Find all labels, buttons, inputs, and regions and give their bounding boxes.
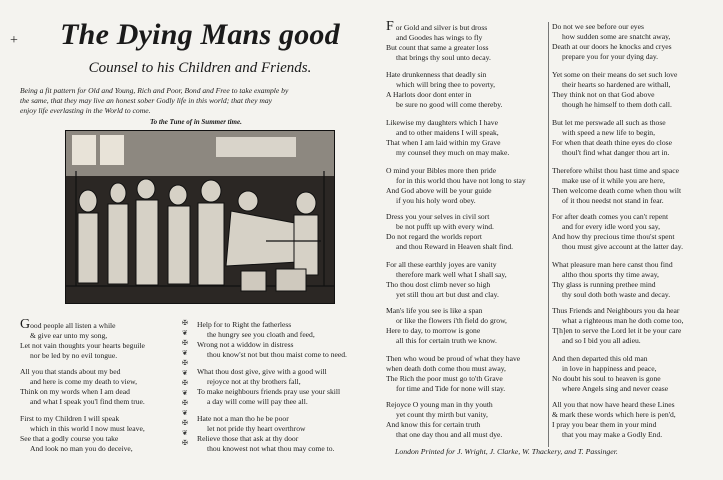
verse-r2-6 [552, 260, 673, 300]
verse-line: Do not regard the worlds report [386, 232, 482, 241]
intro-line: the same, that they may live an honest sober Godly life in this world; that they may [20, 96, 273, 105]
cross-mark: + [10, 33, 18, 48]
verse-line: their hearts so hardened are withall, [562, 80, 671, 89]
verse-line: And how thy precious time thou'st spent [552, 232, 675, 241]
verse-line: Thus Friends and Neighbours you da hear [552, 306, 680, 315]
verse-line: how sudden some are snatcht away, [562, 32, 671, 41]
verse-line: To make neighbours friends pray use your skill [197, 387, 341, 396]
verse-r2-8 [552, 354, 668, 394]
intro-paragraph [20, 86, 370, 116]
woodcut-illustration [65, 130, 335, 304]
ornament-border: ✠ ❦ ✠ ❦ ✠ ❦ ✠ ❦ ✠ ❦ ✠ ❦ ✠ [182, 319, 188, 447]
verse-line: thou know'st not but thou maist come to need. [207, 350, 347, 359]
verse-r1-5 [386, 212, 513, 252]
verse-line: T[h]en to serve the Lord let it be your care [552, 326, 682, 335]
verse-line: and so I bid you all adieu. [562, 336, 641, 345]
verse-line: for time and Tide for none will stay. [396, 384, 506, 393]
verse-line: be sure no good will come thereby. [396, 100, 503, 109]
verse-line: if you his holy word obey. [396, 196, 476, 205]
verse-line: That when I am laid within my Grave [386, 138, 501, 147]
verse-line: They think not on that God above [552, 90, 655, 99]
woodcut-scene [66, 131, 334, 303]
verse-left-2 [20, 367, 145, 407]
verse-line: What thou dost give, give with a good will [197, 367, 327, 376]
verse-r1-8 [386, 354, 520, 394]
verse-line: No doubt his soul to heaven is gone [552, 374, 661, 383]
verse-line: Yet some on their means do set such love [552, 70, 678, 79]
verse-line: First to my Children I will speak [20, 414, 120, 423]
verse-r2-2 [552, 70, 677, 110]
tune-note: To the Tune of in Summer time. [150, 118, 242, 126]
verse-line: & mark these words which here is pen'd, [552, 410, 676, 419]
verse-line: What pleasure man here canst thou find [552, 260, 673, 269]
verse-line: and what I speak you'l find them true. [30, 397, 145, 406]
verse-line: Likewise my daughters which I have [386, 118, 498, 127]
verse-line: where Angels sing and never cease [562, 384, 669, 393]
verse-line: For all these earthly joyes are vanity [386, 260, 497, 269]
verse-line: the hungry see you cloath and feed, [207, 330, 315, 339]
verse-line: yet still thou art but dust and clay. [396, 290, 499, 299]
verse-line: which will bring thee to poverty, [396, 80, 496, 89]
verse-line: The Rich the poor must go to'th Grave [386, 374, 503, 383]
verse-line: See that a godly course you take [20, 434, 119, 443]
verse-r2-7 [552, 306, 683, 346]
verse-line: all this for certain truth we know. [396, 336, 497, 345]
verse-r2-1 [552, 22, 672, 62]
verse-line: Thy glass is running prethee mind [552, 280, 656, 289]
verse-line: For after death comes you can't repent [552, 212, 669, 221]
intro-line: Being a fit pattern for Old and Young, Rich and Poor, Bond and Free to take example by [20, 86, 289, 95]
verse-line: which in this world I now must leave, [30, 424, 145, 433]
verse-line: prepare you for your dying day. [562, 52, 659, 61]
verse-line: And look no man you do deceive, [30, 444, 133, 453]
verse-line: in love in happiness and peace, [562, 364, 657, 373]
verse-line: altho thou sports thy time away, [562, 270, 659, 279]
intro-line: enjoy life everlasting in the World to come. [20, 106, 151, 115]
verse-line: Man's life you see is like a span [386, 306, 483, 315]
verse-line: Then who woud be proud of what they have [386, 354, 521, 363]
verse-line: And God above will be your guide [386, 186, 492, 195]
verse-r2-9 [552, 400, 676, 440]
verse-r1-6 [386, 260, 507, 300]
verse-line: Death at our doors he knocks and cryes [552, 42, 672, 51]
verse-line: my counsel they much on may make. [396, 148, 510, 157]
verse-line: for in this world thou have not long to stay [396, 176, 526, 185]
verse-line: that one day thou and all must dye. [396, 430, 503, 439]
verse-line: yet count thy mirth but vanity, [396, 410, 488, 419]
verse-line: a day will come will pay thee all. [207, 397, 308, 406]
verse-line: Then welcome death come when thou wilt [552, 186, 682, 195]
verse-line: that brings thy soul unto decay. [396, 53, 491, 62]
verse-line: Dress you your selves in civil sort [386, 212, 490, 221]
verse-r1-4 [386, 166, 526, 206]
verse-line: And then departed this old man [552, 354, 648, 363]
verse-line: thou knowest not what thou may come to. [207, 444, 335, 453]
verse-line: make use of it while you are here, [562, 176, 665, 185]
verse-line: And know this for certain truth [386, 420, 481, 429]
verse-line: But let me perswade all such as those [552, 118, 666, 127]
drop-cap: G [20, 317, 31, 332]
drop-cap: F [386, 19, 394, 34]
verse-left-3 [20, 414, 145, 454]
verse-line: O mind your Bibles more then pride [386, 166, 497, 175]
verse-line: thoul't find what danger thou art in. [562, 148, 670, 157]
verse-line: For when that death thine eyes do close [552, 138, 672, 147]
verse-line: of it thou needst not stand in fear. [562, 196, 664, 205]
verse-line: though he himself to them doth call. [562, 100, 672, 109]
verse-r1-2 [386, 70, 502, 110]
verse-mid-1 [197, 320, 347, 360]
verse-mid-3 [197, 414, 334, 454]
verse-left-1 [20, 317, 145, 361]
verse-line: and for every idle word you say, [562, 222, 660, 231]
verse-line: Tho thou dost climb never so high [386, 280, 491, 289]
printer-imprint: London Printed for J. Wright, J. Clarke, W. Thackery, and T. Passinger. [395, 447, 618, 456]
verse-line: I pray you bear them in your mind [552, 420, 657, 429]
verse-r1-9 [386, 400, 502, 440]
verse-line: A Harlots door dont enter in [386, 90, 472, 99]
ballad-subtitle: Counsel to his Children and Friends. [88, 60, 312, 76]
verse-line: and thou Reward in Heaven shalt find. [396, 242, 514, 251]
verse-line: Good people all listen a while [20, 317, 116, 332]
verse-mid-2 [197, 367, 340, 407]
verse-line: Hate drunkenness that deadly sin [386, 70, 487, 79]
verse-line: Let not vain thoughts your hearts beguile [20, 341, 145, 350]
verse-line: All you that now have heard these Lines [552, 400, 675, 409]
verse-line: Therefore whilst thou hast time and space [552, 166, 679, 175]
verse-line: Here to day, to morrow is gone [386, 326, 481, 335]
verse-line: Wrong not a widdow in distress [197, 340, 294, 349]
verse-line: F or Gold and silver is but dross [386, 19, 488, 34]
verse-line: All you that stands about my bed [20, 367, 121, 376]
verse-line: thy soul doth both waste and decay. [562, 290, 671, 299]
verse-line: with speed a new life to begin, [562, 128, 655, 137]
verse-r2-5 [552, 212, 683, 252]
verse-line: Think on my words when I am dead [20, 387, 130, 396]
verse-r2-4 [552, 166, 681, 206]
verse-line: when death doth come thou must away, [386, 364, 506, 373]
verse-line: therefore mark well what I shall say, [396, 270, 507, 279]
verse-line: & give ear unto my song, [30, 331, 108, 340]
verse-line: or like the flowers i'th field do grow, [396, 316, 507, 325]
verse-line: Help for to Right the fatherless [197, 320, 292, 329]
verse-line: and Goodes has wings to fly [396, 33, 483, 42]
verse-line: Do not we see before our eyes [552, 22, 644, 31]
verse-r1-1 [386, 19, 491, 63]
verse-line: that you may make a Godly End. [562, 430, 663, 439]
verse-line: and to other maidens I will speak, [396, 128, 499, 137]
verse-line: rejoyce not at thy brothers fall, [207, 377, 301, 386]
verse-line: Relieve those that ask at thy door [197, 434, 299, 443]
verse-r1-3 [386, 118, 509, 158]
verse-line: let not pride thy heart overthrow [207, 424, 306, 433]
verse-line: But count that same a greater loss [386, 43, 489, 52]
ballad-title: The Dying Mans good [60, 18, 340, 51]
verse-line: Rejoyce O young man in thy youth [386, 400, 493, 409]
verse-line: be not pufft up with every wind. [396, 222, 494, 231]
verse-line: and here is come my death to view, [30, 377, 138, 386]
verse-line: nor be led by no evil tongue. [30, 351, 118, 360]
column-divider [548, 22, 549, 447]
verse-line: Hate not a man tho he be poor [197, 414, 289, 423]
verse-r1-7 [386, 306, 507, 346]
verse-line: what a righteous man he doth come too, [562, 316, 684, 325]
verse-r2-3 [552, 118, 672, 158]
verse-line: thou must give account at the latter day. [562, 242, 683, 251]
